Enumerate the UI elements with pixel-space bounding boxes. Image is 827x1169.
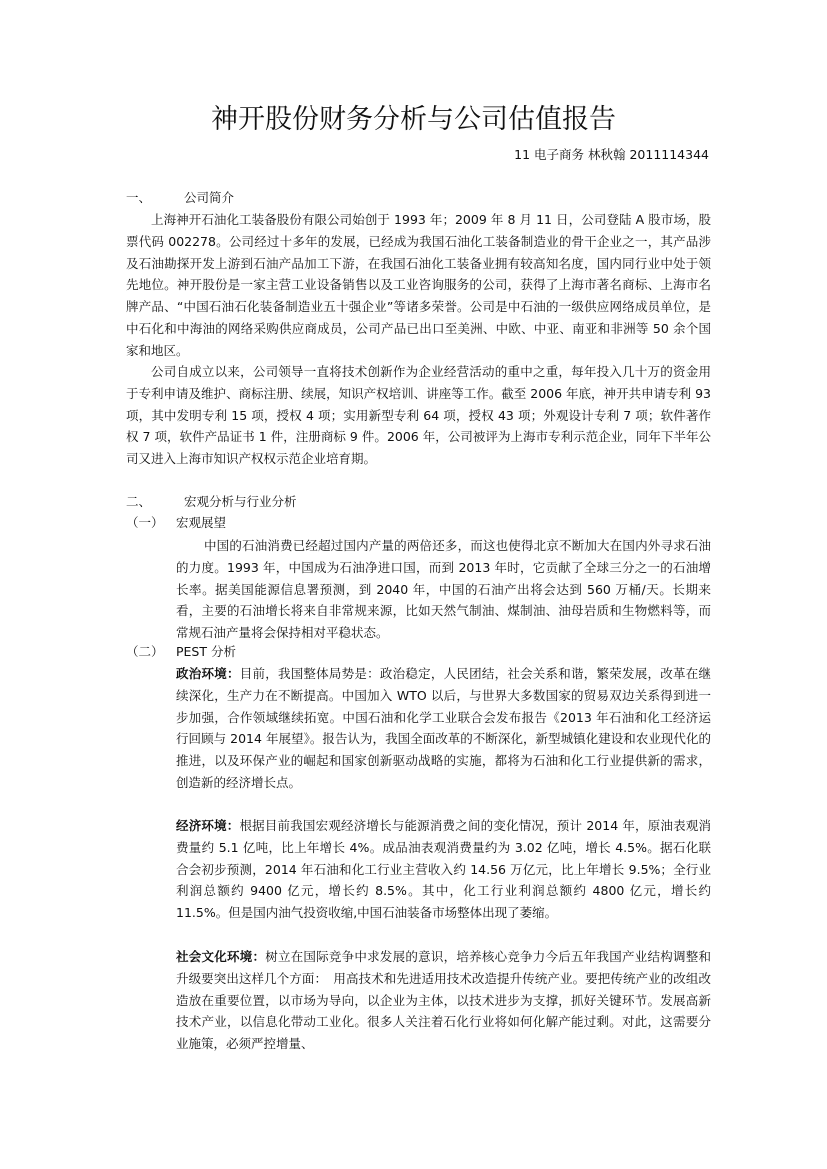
political-text: 目前，我国整体局势是：政治稳定，人民团结，社会关系和谐，繁荣发展，改革在继续深化，生产力在不断提高。中国加入 WTO 以后，与世界大多数国家的贸易双边关系得到进一步加强，合作领域继续拓宽。中国石油和化学工业联合会发布报告《2013 年石油和化工经济运行回顾与 2014 年展望》。报告认为，我国全面改革的不断深化，新型城镇化建设和农业现代化的推进，以及环保产业的崛起和国家创新驱动战略的实施，都将为石油和化工行业提供新的需求，创造新的经济增长点。 [176,666,711,790]
pest-social-paragraph [176,946,711,1055]
author-line: 11 电子商务 林秋翰 2011114344 [514,147,709,162]
social-label: 社会文化环境： [176,949,266,964]
section-title: 公司简介 [184,190,235,205]
section-number: 一、 [126,190,152,205]
economic-text: 根据目前我国宏观经济增长与能源消费之间的变化情况，预计 2014 年，原油表观消费量约 5.1 亿吨，比上年增长 4%。成品油表观消费量约为 3.02 亿吨，增长 4.5%。据石化联合会初步预测，2014 年石油和化工行业主营收入约 14.56 万亿元，比上年增长 9.5%；全行业利润总额约 9400 亿元，增长约 8.5%。其中，化工行业利润总额约 4800 亿元，增长约 11.5%。但是国内油气投资收缩,中国石油装备市场整体出现了萎缩。 [176,818,711,921]
company-intro-paragraph-1: 上海神开石油化工装备股份有限公司始创于 1993 年；2009 年 8 月 11 日，公司登陆 A 股市场，股票代码 002278。公司经过十多年的发展，已经成为我国石油化工装备制造业的骨干企业之一，其产品涉及石油勘探开发上游到石油产品加工下游，在我国石油化工装备业拥有较高知名度，国内同行业中处于领先地位。神开股份是一家主营工业设备销售以及工业咨询服务的公司，获得了上海市著名商标、上海市名牌产品、“中国石油石化装备制造业五十强企业”等诸多荣誉。公司是中石油的一级供应网络成员单位，是中石化和中海油的网络采购供应商成员，公司产品已出口至美洲、中欧、中亚、南亚和非洲等 50 余个国家和地区。 [126,212,711,358]
economic-label: 经济环境： [176,818,240,833]
subsection-number: （一） [126,515,164,530]
macro-outlook-paragraph: 中国的石油消费已经超过国内产量的两倍还多，而这也使得北京不断加大在国内外寻求石油的力度。1993 年，中国成为石油净进口国，而到 2013 年时，它贡献了全球三分之一的石油增长率。据美国能源信息署预测，到 2040 年，中国的石油产出将会达到 560 万桶/天。长期来看，主要的石油增长将来自非常规来源，比如天然气制油、煤制油、油母岩质和生物燃料等，而常规石油产量将会保持相对平稳状态。 [176,538,711,641]
political-label: 政治环境： [176,666,240,681]
subsection-title: PEST 分析 [176,644,236,659]
document-title: 神开股份财务分析与公司估值报告 [211,104,616,135]
subsection-title: 宏观展望 [176,515,227,530]
section-title: 宏观分析与行业分析 [184,494,297,509]
subsection-number: （二） [126,644,164,659]
pest-political-paragraph [176,663,711,794]
social-text: 树立在国际竞争中求发展的意识，培养核心竞争力今后五年我国产业结构调整和升级要突出这样几个方面： 用高技术和先进适用技术改造提升传统产业。要把传统产业的改组改造放在重要位置，以市场为导向，以企业为主体，以技术进步为支撑，抓好关键环节。发展高新技术产业，以信息化带动工业化。很多人关注着石化行业将如何化解产能过剩。对此，这需要分业施策，必须严控增量、 [176,949,711,1052]
pest-economic-paragraph [176,815,711,924]
company-intro-paragraph-2: 公司自成立以来，公司领导一直将技术创新作为企业经营活动的重中之重，每年投入几十万的资金用于专利申请及维护、商标注册、续展，知识产权培训、讲座等工作。截至 2006 年底，神开共申请专利 93 项，其中发明专利 15 项，授权 4 项；实用新型专利 64 项，授权 43 项；外观设计专利 7 项；软件著作权 7 项，软件产品证书 1 件，注册商标 9 件。2006 年，公司被评为上海市专利示范企业，同年下半年公司又进入上海市知识产权权示范企业培育期。 [126,364,711,467]
section-number: 二、 [126,494,152,509]
